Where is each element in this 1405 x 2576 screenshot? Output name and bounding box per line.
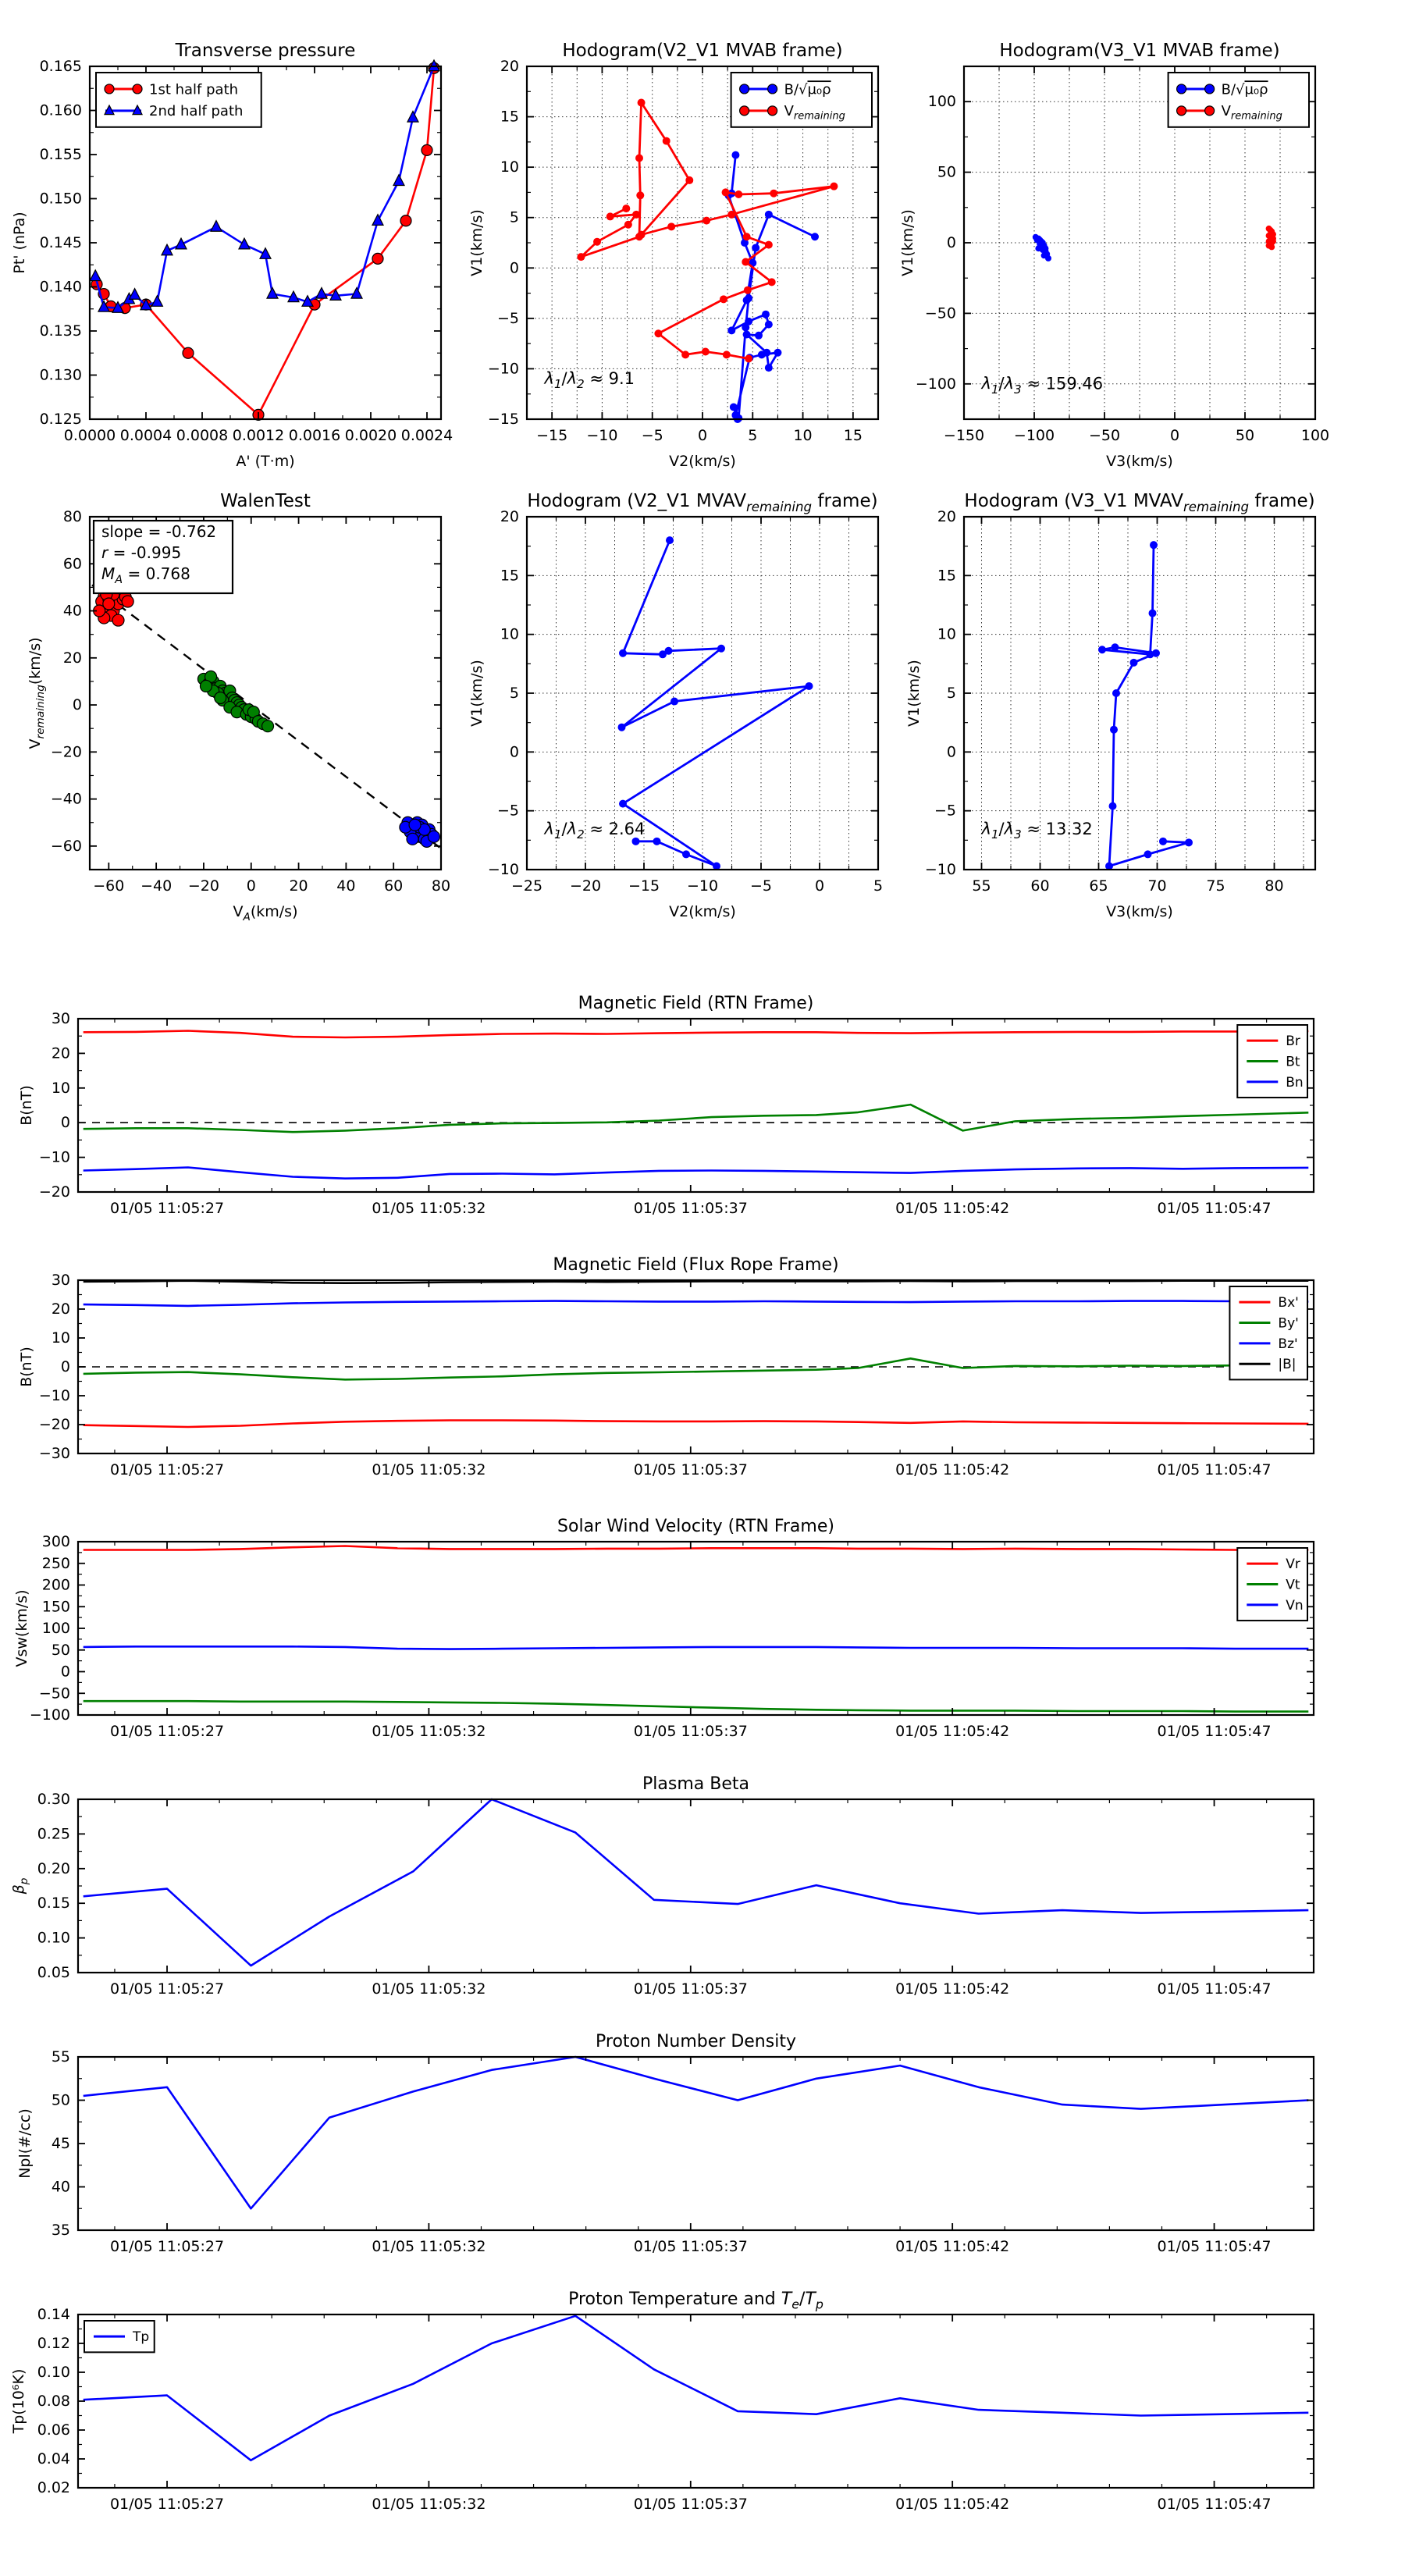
y-tick-label: −100 [29,1706,70,1724]
legend-label: Bx' [1278,1295,1299,1311]
y-tick-label: 100 [41,1620,70,1637]
x-tick-label: 0.0000 [63,427,116,444]
x-tick-label: 70 [1147,877,1167,895]
x-tick-label: 01/05 11:05:37 [633,1200,748,1217]
stats-box [94,521,233,593]
x-tick-label: 01/05 11:05:47 [1157,2496,1272,2513]
chart-solar_wind_velocity [13,1517,1314,1740]
x-tick-label: 01/05 11:05:32 [372,1200,486,1217]
x-tick-label: 80 [1264,877,1284,895]
y-axis-label: Npl(#/cc) [16,2108,34,2179]
y-tick-label: −10 [487,861,519,878]
y-tick-label: −10 [487,360,519,378]
legend-label: B/√μ₀ρ [784,81,831,98]
chart-title: Hodogram (V2_V1 $MVAV_{remaining}$ frame) [527,491,878,514]
x-tick-label: 0 [1169,427,1180,444]
stats-line: slope = -0.762 [101,522,217,541]
series-tp [84,2316,1309,2460]
legend [84,2321,155,2352]
y-tick-label: 30 [51,1010,70,1027]
y-tick-label: 20 [51,1300,70,1318]
chart-transverse_pressure [11,41,453,470]
x-tick-label: −60 [93,877,125,895]
y-tick-label: 0.30 [37,1791,70,1808]
x-tick-label: 01/05 11:05:37 [633,2238,748,2255]
y-tick-label: 10 [500,625,519,643]
x-tick-label: 5 [873,877,884,895]
y-tick-label: 0.05 [37,1964,70,1981]
x-axis-label: V3(km/s) [1106,903,1173,920]
x-tick-label: 01/05 11:05:47 [1157,1461,1272,1478]
series-fit-line [92,585,441,849]
chart-title: Transverse pressure [175,41,356,61]
y-tick-label: 55 [51,2048,70,2065]
stats-line: r = -0.995 [101,543,182,562]
y-tick-label: 0.15 [37,1895,70,1912]
series-vn [84,1646,1309,1649]
chart-title: Magnetic Field (RTN Frame) [578,994,814,1013]
x-tick-label: 0 [697,427,708,444]
x-tick-label: 0.0016 [288,427,341,444]
series-v-remaining [581,103,834,359]
legend-label: $V_{remaining}$ [1221,103,1282,123]
x-tick-label: 75 [1206,877,1225,895]
annotation: $\lambda_1/\lambda_2 \approx 9.1$ [544,368,635,392]
y-tick-label: 0.04 [37,2450,70,2467]
x-axis-label: $V_A(km/s)$ [233,903,298,923]
x-tick-label: 0.0020 [344,427,397,444]
y-tick-label: 15 [500,567,519,585]
y-tick-label: 250 [41,1554,70,1572]
x-tick-label: 01/05 11:05:47 [1157,1980,1272,1998]
y-axis-label: V1(km/s) [905,660,923,727]
legend-label: Bn [1286,1074,1304,1091]
chart-title: Proton Temperature and $T_e/T_p$ [568,2290,823,2312]
x-tick-label: 01/05 11:05:37 [633,1461,748,1478]
x-tick-label: 01/05 11:05:32 [372,2238,486,2255]
legend [1237,1548,1307,1621]
chart-title: Hodogram (V3_V1 $MVAV_{remaining}$ frame) [964,491,1315,514]
y-tick-label: 0.155 [39,146,82,163]
y-tick-label: 10 [51,1329,70,1347]
x-tick-label: 01/05 11:05:42 [895,2238,1010,2255]
chart-hodogram_v2v1_mvab [468,41,878,470]
y-tick-label: 0 [72,696,82,714]
x-tick-label: 0.0012 [232,427,285,444]
x-tick-label: −100 [1013,427,1055,444]
x-tick-label: 0 [814,877,825,895]
x-tick-label: 0.0004 [119,427,173,444]
y-tick-label: 0.10 [37,2364,70,2381]
y-tick-label: −5 [496,802,519,820]
y-tick-label: 20 [500,508,519,525]
y-tick-label: 10 [51,1079,70,1097]
chart-title: Hodogram(V3_V1 MVAB frame) [999,41,1280,61]
y-tick-label: 0.20 [37,1859,70,1877]
legend-label: Vn [1286,1597,1304,1614]
y-tick-label: 0 [60,1663,70,1681]
chart-proton_density [16,2032,1314,2255]
y-tick-label: 0.160 [39,101,82,119]
axes-frame [78,2057,1314,2230]
chart-proton_temperature [10,2290,1314,2513]
y-tick-label: 10 [937,625,956,643]
chart-hodogram_v3v1_mvav [905,491,1315,920]
series-bn [84,1168,1309,1179]
chart-title: Hodogram(V2_V1 MVAB frame) [562,41,843,61]
y-tick-label: 80 [62,508,82,525]
y-tick-label: −20 [50,743,82,761]
legend [96,73,261,127]
y-tick-label: 150 [41,1598,70,1616]
series-bz- [84,1301,1309,1306]
x-tick-label: 0.0008 [176,427,229,444]
y-axis-label: V1(km/s) [468,209,486,276]
y-axis-label: B(nT) [18,1085,35,1126]
x-tick-label: 01/05 11:05:42 [895,1723,1010,1740]
y-tick-label: −100 [915,375,956,393]
x-tick-label: 01/05 11:05:42 [895,1461,1010,1478]
axes-frame [78,2314,1314,2488]
y-tick-label: 20 [62,649,82,667]
y-tick-label: −5 [934,802,956,820]
series-v-path [1102,545,1189,866]
chart-title: Proton Number Density [596,2032,796,2051]
axes-frame [78,1542,1314,1715]
series-br [84,1031,1309,1038]
y-tick-label: 5 [946,685,956,702]
x-axis-label: V3(km/s) [1106,453,1173,470]
y-tick-label: −20 [38,1183,70,1201]
x-tick-label: 20 [289,877,308,895]
y-tick-label: 300 [41,1533,70,1550]
x-tick-label: 01/05 11:05:27 [109,2496,225,2513]
x-tick-label: 01/05 11:05:32 [372,1980,486,1998]
chart-title: WalenTest [220,491,311,511]
y-tick-label: 0.06 [37,2421,70,2439]
y-tick-label: 0.02 [37,2479,70,2496]
x-tick-label: 55 [972,877,991,895]
y-tick-label: 0.165 [39,58,82,75]
y-tick-label: 40 [51,2178,70,2196]
y-tick-label: −60 [50,837,82,855]
chart-hodogram_v2v1_mvav [468,491,883,920]
stats-line: $M_A = 0.768$ [101,564,190,586]
legend-label: Tp [133,2329,150,2346]
annotation: $\lambda_1/\lambda_3 \approx 159.46$ [981,374,1104,397]
chart-hodogram_v3v1_mvab [899,41,1329,470]
y-axis-label: Pt' (nPa) [11,212,28,274]
y-axis-label: V1(km/s) [468,660,486,727]
x-tick-label: 01/05 11:05:32 [372,1723,486,1740]
x-tick-label: 01/05 11:05:27 [109,2238,225,2255]
y-tick-label: −50 [924,304,956,322]
y-tick-label: 0 [509,743,519,761]
series-by- [84,1358,1309,1379]
y-tick-label: 0.145 [39,234,82,251]
legend-label: Br [1286,1034,1300,1050]
x-tick-label: 01/05 11:05:27 [109,1723,225,1740]
y-tick-label: 0.14 [37,2306,70,2323]
x-tick-label: −15 [628,877,660,895]
chart-walen_test [27,491,450,923]
x-tick-label: 01/05 11:05:27 [109,1980,225,1998]
y-tick-label: 35 [51,2222,70,2239]
annotation: $\lambda_1/\lambda_3 \approx 13.32$ [981,819,1093,842]
y-tick-label: 0.08 [37,2393,70,2410]
series--b- [84,1281,1309,1283]
x-tick-label: 01/05 11:05:32 [372,2496,486,2513]
x-tick-label: 01/05 11:05:42 [895,1980,1010,1998]
x-tick-label: −10 [586,427,618,444]
y-tick-label: 0.125 [39,411,82,428]
legend [1168,73,1309,127]
y-tick-label: 15 [500,108,519,126]
x-tick-label: −10 [686,877,719,895]
y-tick-label: 0.140 [39,278,82,296]
legend-label: Vr [1286,1557,1300,1573]
legend-label: Vt [1286,1577,1300,1593]
y-tick-label: 40 [62,602,82,620]
x-tick-label: 5 [748,427,758,444]
x-tick-label: 0 [246,877,256,895]
x-tick-label: 01/05 11:05:42 [895,1200,1010,1217]
y-tick-label: 100 [927,93,956,111]
chart-plasma_beta [10,1774,1314,1998]
y-tick-label: −40 [50,790,82,808]
x-tick-label: 01/05 11:05:37 [633,2496,748,2513]
legend-label: 1st half path [149,81,239,98]
y-axis-label: Vsw(km/s) [13,1589,30,1667]
y-tick-label: 5 [509,685,519,702]
legend-label: B/√μ₀ρ [1221,81,1268,98]
legend-label: |B| [1278,1357,1297,1373]
x-tick-label: 15 [843,427,863,444]
x-tick-label: 100 [1300,427,1330,444]
x-tick-label: 80 [431,877,451,895]
x-tick-label: 01/05 11:05:37 [633,1723,748,1740]
y-tick-label: 50 [51,2091,70,2109]
y-tick-label: 0.25 [37,1825,70,1843]
x-tick-label: 01/05 11:05:27 [109,1461,225,1478]
y-tick-label: 0 [60,1114,70,1132]
x-tick-label: −20 [187,877,220,895]
annotation: $\lambda_1/\lambda_2 \approx 2.64$ [544,819,646,842]
legend [731,73,872,127]
x-tick-label: 01/05 11:05:42 [895,2496,1010,2513]
x-tick-label: −25 [510,877,543,895]
x-tick-label: 60 [1030,877,1050,895]
y-tick-label: 0.12 [37,2335,70,2352]
legend [1237,1025,1307,1098]
legend-label: $V_{remaining}$ [784,103,845,123]
legend-label: By' [1278,1315,1299,1332]
legend-label: Bz' [1278,1336,1298,1352]
axes-frame [78,1799,1314,1973]
chart-mag_fluxrope [18,1255,1314,1478]
axes-frame [78,1019,1314,1192]
y-tick-label: −10 [38,1387,70,1404]
x-tick-label: −40 [140,877,173,895]
x-tick-label: 01/05 11:05:47 [1157,1723,1272,1740]
y-tick-label: −10 [924,861,956,878]
y-tick-label: 20 [937,508,956,525]
y-tick-label: 10 [500,158,519,176]
y-tick-label: 45 [51,2135,70,2152]
x-axis-label: A' (T·m) [236,453,295,470]
y-axis-label: B(nT) [18,1347,35,1387]
y-tick-label: 0.135 [39,322,82,340]
y-tick-label: 0.130 [39,366,82,384]
y-tick-label: −20 [38,1416,70,1433]
x-tick-label: −5 [749,877,773,895]
series-vt [84,1701,1309,1711]
series-bt [84,1105,1309,1132]
y-tick-label: 0 [60,1358,70,1375]
y-tick-label: 20 [51,1044,70,1062]
series-vr [84,1546,1309,1550]
y-tick-label: 20 [500,58,519,75]
x-tick-label: −20 [569,877,602,895]
x-axis-label: V2(km/s) [669,453,736,470]
y-tick-label: 50 [937,163,956,181]
y-tick-label: 0.10 [37,1929,70,1947]
legend [1229,1286,1307,1379]
legend-label: 2nd half path [149,103,244,120]
x-tick-label: −150 [943,427,985,444]
y-tick-label: −10 [38,1148,70,1166]
x-tick-label: 0.0024 [400,427,454,444]
x-tick-label: 01/05 11:05:47 [1157,1200,1272,1217]
y-tick-label: 200 [41,1576,70,1594]
y-tick-label: 60 [62,555,82,573]
y-tick-label: 50 [51,1641,70,1659]
y-tick-label: −15 [487,411,519,428]
x-tick-label: 01/05 11:05:47 [1157,2238,1272,2255]
y-tick-label: 0 [509,259,519,277]
x-tick-label: 50 [1235,427,1255,444]
chart-title: Solar Wind Velocity (RTN Frame) [557,1517,834,1536]
y-axis-label: Tp(10⁶K) [10,2368,27,2434]
x-tick-label: 01/05 11:05:32 [372,1461,486,1478]
series-beta-p [84,1799,1309,1966]
y-tick-label: −30 [38,1445,70,1462]
y-tick-label: 0.150 [39,190,82,208]
series-bx- [84,1421,1309,1428]
x-tick-label: −5 [641,427,663,444]
x-tick-label: 01/05 11:05:37 [633,1980,748,1998]
y-tick-label: 30 [51,1272,70,1289]
series-npl [84,2057,1309,2208]
y-axis-label: $V_{remaining}(km/s)$ [27,637,47,749]
x-tick-label: −15 [536,427,568,444]
legend-label: Bt [1286,1054,1300,1070]
chart-title: Magnetic Field (Flux Rope Frame) [553,1255,839,1275]
y-tick-label: 5 [509,208,519,226]
x-tick-label: 65 [1089,877,1108,895]
series-v-path [622,540,809,866]
y-tick-label: 0 [946,234,956,251]
x-tick-label: 40 [336,877,356,895]
y-tick-label: 0 [946,743,956,761]
x-tick-label: 01/05 11:05:27 [109,1200,225,1217]
chart-mag_rtn [18,994,1314,1217]
y-tick-label: −50 [38,1685,70,1703]
y-axis-label: $\beta_p$ [10,1877,30,1895]
y-tick-label: −5 [496,309,519,327]
x-tick-label: 10 [793,427,813,444]
x-tick-label: −50 [1088,427,1121,444]
chart-title: Plasma Beta [642,1774,749,1794]
x-axis-label: V2(km/s) [669,903,736,920]
y-tick-label: 15 [937,567,956,585]
x-tick-label: 60 [384,877,404,895]
y-axis-label: V1(km/s) [899,209,916,276]
